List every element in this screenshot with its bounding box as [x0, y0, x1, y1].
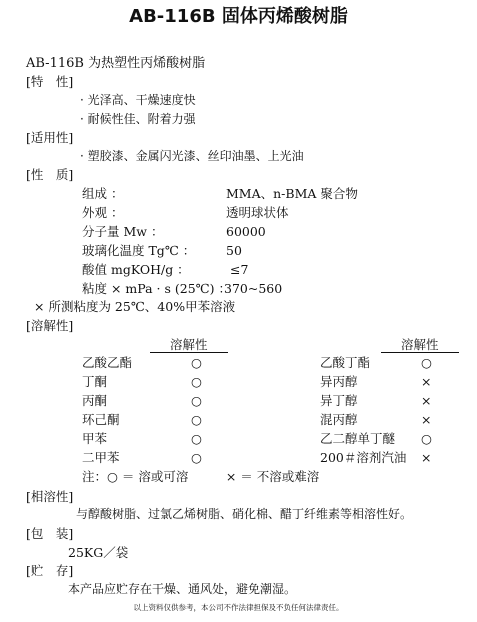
solvent-name: 200＃溶剂汽油 [320, 450, 407, 465]
solubility-legend: 注：○ ＝ 溶或可溶 × ＝ 不溶或难溶 [82, 469, 320, 484]
solubility-mark: ○ [191, 431, 202, 446]
solubility-mark: ○ [421, 355, 432, 370]
solubility-col-header-left: 溶解性 [150, 337, 228, 353]
application-item: · 塑胶漆、金属闪光漆、丝印油墨、上光油 [80, 149, 304, 163]
solubility-mark: ○ [191, 412, 202, 427]
solubility-mark: × [421, 450, 432, 465]
footer-disclaimer: 以上资料仅供参考，本公司不作法律担保及不负任何法律责任。 [133, 603, 344, 612]
solubility-mark: × [421, 393, 432, 408]
section-header-applications: [适用性] [26, 130, 74, 145]
compatibility-text: 与醇酸树脂、过氯乙烯树脂、硝化棉、醋丁纤维素等相溶性好。 [76, 507, 413, 521]
property-value: 透明球状体 [226, 205, 289, 220]
viscosity-note: × 所测粘度为 25℃、40%甲苯溶液 [34, 299, 236, 314]
solubility-mark: ○ [191, 450, 202, 465]
solubility-mark: ○ [191, 355, 202, 370]
feature-item: · 光泽高、干燥速度快 [80, 93, 196, 107]
packaging-text: 25KG／袋 [68, 545, 129, 560]
solvent-name: 异丙醇 [320, 374, 358, 389]
solvent-name: 异丁醇 [320, 393, 358, 408]
property-value: 50 [226, 243, 242, 258]
intro-text: AB-116B 为热塑性丙烯酸树脂 [26, 56, 206, 71]
solvent-name: 二甲苯 [82, 450, 120, 465]
solvent-name: 乙二醇单丁醚 [320, 431, 396, 446]
solubility-col-header-right: 溶解性 [381, 337, 459, 353]
section-header-packaging: [包 装] [26, 526, 74, 541]
section-header-compatibility: [相溶性] [26, 489, 74, 504]
section-header-properties: [性 质] [26, 167, 74, 182]
section-header-storage: [贮 存] [26, 563, 74, 578]
property-label: 酸值 mgKOH/g ： [82, 262, 190, 277]
solvent-name: 甲苯 [82, 431, 108, 446]
property-label: 粘度 × mPa · s (25℃) ： [82, 281, 231, 296]
solvent-name: 环己酮 [82, 412, 120, 427]
property-label: 玻璃化温度 Tg℃ ： [82, 243, 196, 258]
property-label: 分子量 Mw ： [82, 224, 164, 239]
feature-item: · 耐候性佳、附着力强 [80, 112, 196, 126]
solvent-name: 乙酸丁酯 [320, 355, 371, 370]
solvent-name: 丁酮 [82, 374, 108, 389]
property-label: 组成 ： [82, 186, 124, 201]
section-header-features: [特 性] [26, 74, 74, 89]
solubility-mark: × [421, 412, 432, 427]
solvent-name: 乙酸乙酯 [82, 355, 133, 370]
solvent-name: 丙酮 [82, 393, 108, 408]
document-title: AB-116B 固体丙烯酸树脂 [129, 6, 348, 27]
property-value: 370~560 [224, 281, 283, 296]
property-value: 60000 [226, 224, 266, 239]
storage-text: 本产品应贮存在干燥、通风处，避免潮湿。 [68, 582, 297, 596]
solubility-mark: ○ [191, 393, 202, 408]
property-label: 外观 ： [82, 205, 124, 220]
solubility-mark: × [421, 374, 432, 389]
property-value: ≤7 [230, 262, 249, 277]
solubility-mark: ○ [421, 431, 432, 446]
property-value: MMA、n-BMA 聚合物 [226, 186, 358, 201]
section-header-solubility: [溶解性] [26, 318, 74, 333]
solvent-name: 混丙醇 [320, 412, 358, 427]
solubility-mark: ○ [191, 374, 202, 389]
